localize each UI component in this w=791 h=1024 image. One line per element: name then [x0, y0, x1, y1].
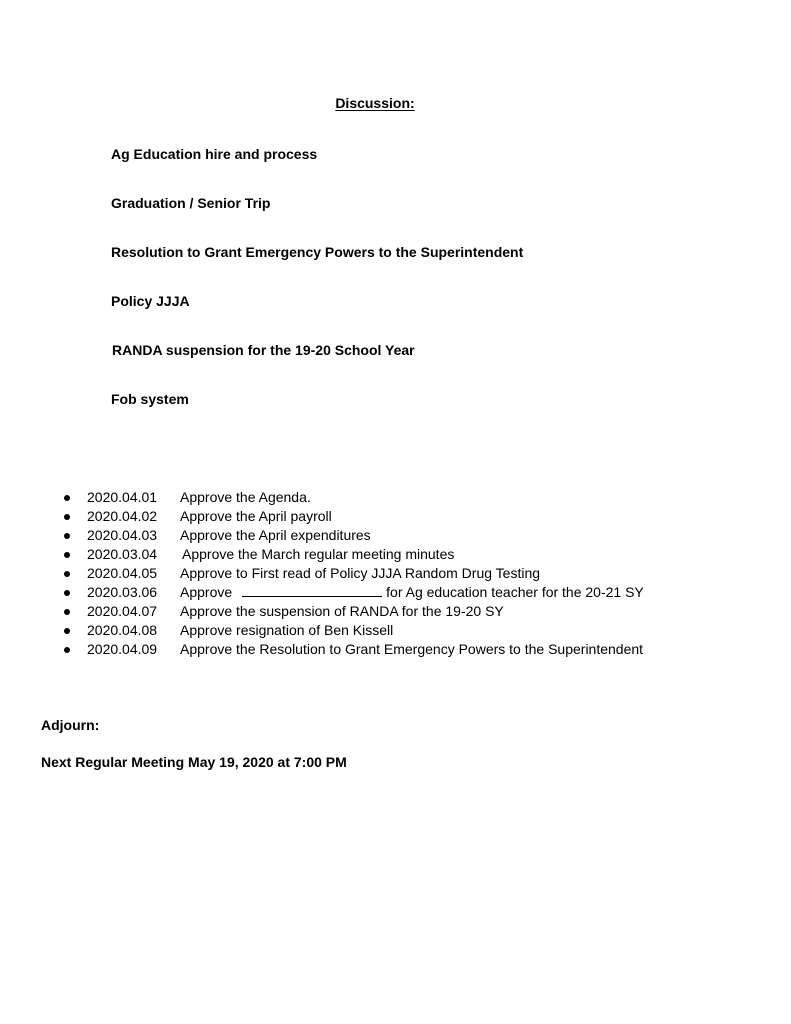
bullet-icon — [64, 590, 70, 596]
bullet-icon — [64, 571, 70, 577]
motion-text: Approve to First read of Policy JJJA Random Drug Testing — [180, 565, 541, 581]
blank-fill-line — [242, 584, 382, 597]
bullet-icon — [64, 647, 70, 653]
motion-text: Approve the Resolution to Grant Emergency Powers to the Superintendent — [180, 641, 644, 657]
motion-number: 2020.03.04 — [87, 546, 158, 562]
motion-text: Approve the March regular meeting minutes — [182, 546, 455, 562]
motion-number: 2020.04.01 — [87, 489, 158, 505]
discussion-item: Policy JJJA — [111, 293, 190, 309]
motion-number: 2020.04.05 — [87, 565, 158, 581]
motion-text — [180, 584, 644, 600]
bullet-icon — [64, 628, 70, 634]
discussion-heading: Discussion: — [335, 95, 415, 111]
discussion-item: Ag Education hire and process — [111, 146, 318, 162]
adjourn-label: Adjourn: — [41, 717, 100, 733]
bullet-icon — [64, 552, 70, 558]
discussion-item: RANDA suspension for the 19-20 School Year — [112, 342, 415, 358]
motion-number: 2020.04.03 — [87, 527, 158, 543]
motion-text: Approve resignation of Ben Kissell — [180, 622, 394, 638]
bullet-icon — [64, 514, 70, 520]
motion-number: 2020.04.07 — [87, 603, 158, 619]
bullet-icon — [64, 609, 70, 615]
motion-text: Approve the Agenda. — [180, 489, 311, 505]
motion-text-before: Approve — [180, 584, 233, 600]
motion-number: 2020.04.09 — [87, 641, 158, 657]
motion-text: Approve the suspension of RANDA for the 19-20 SY — [180, 603, 504, 619]
next-meeting-label: Next Regular Meeting May 19, 2020 at 7:00 PM — [41, 754, 347, 770]
discussion-item: Resolution to Grant Emergency Powers to the Superintendent — [111, 244, 524, 260]
motion-number: 2020.04.02 — [87, 508, 158, 524]
motion-text-after: for Ag education teacher for the 20-21 SY — [386, 584, 644, 600]
motion-number: 2020.03.06 — [87, 584, 158, 600]
motion-text: Approve the April payroll — [180, 508, 332, 524]
motion-text: Approve the April expenditures — [180, 527, 371, 543]
motion-number: 2020.04.08 — [87, 622, 158, 638]
bullet-icon — [64, 495, 70, 501]
discussion-item: Fob system — [111, 391, 189, 407]
bullet-icon — [64, 533, 70, 539]
discussion-item: Graduation / Senior Trip — [111, 195, 271, 211]
